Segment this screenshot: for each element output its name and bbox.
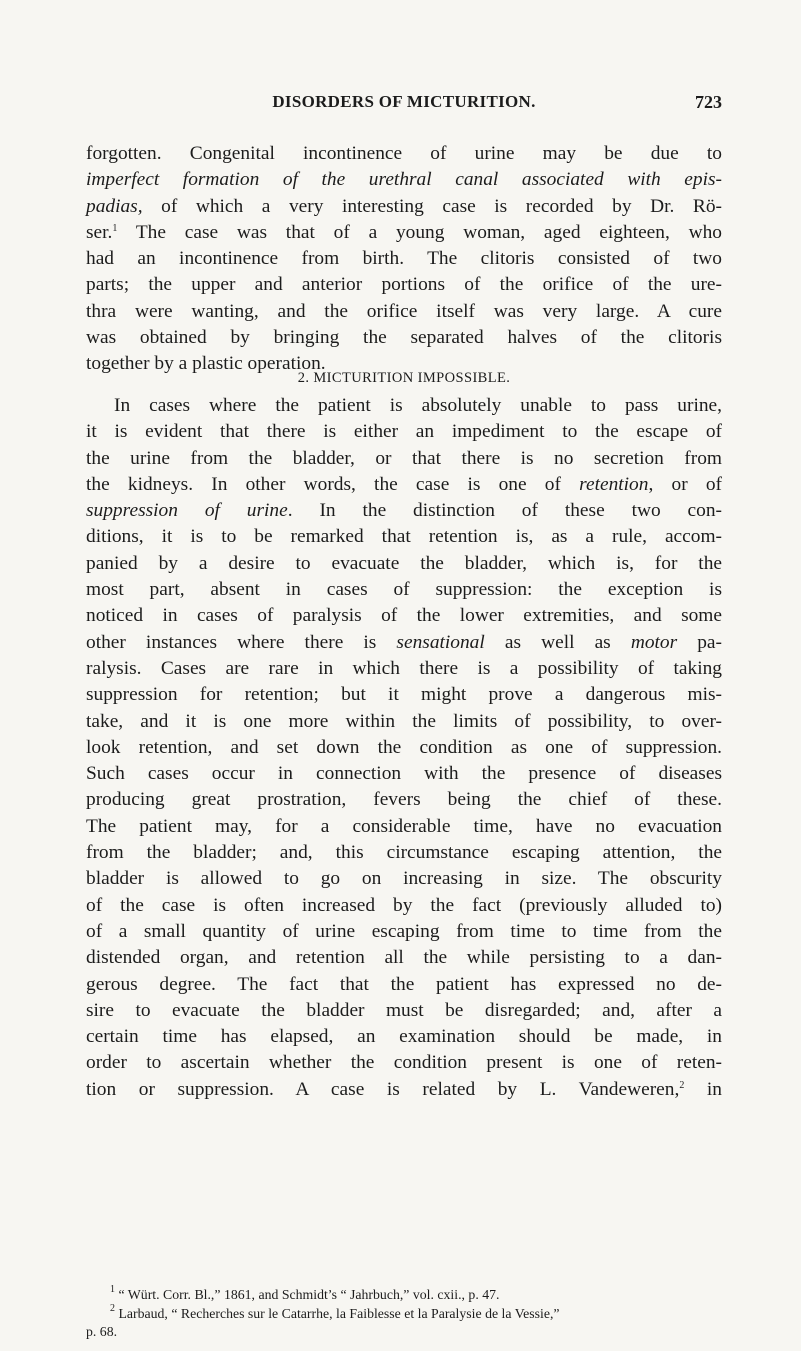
text-line xyxy=(86,167,722,193)
text-line: bladder is allowed to go on increasing in size. The obscurity xyxy=(86,868,722,890)
italic-phrase: motor xyxy=(630,631,678,653)
text-line: together by a plastic operation. xyxy=(86,353,326,375)
text-line: padias, of which a very interesting case is recorded by Dr. Rö- xyxy=(86,195,722,217)
section-heading: 2. MICTURITION IMPOSSIBLE. xyxy=(297,370,511,386)
paragraph-congenital-incontinence xyxy=(86,141,722,378)
text-line: look retention, and set down the condition as one of suppression. xyxy=(86,736,722,758)
page-header xyxy=(86,92,722,116)
footnote-ref-1: 1 xyxy=(112,222,118,234)
text-line: tion or suppression. A case is related by L. Vandeweren,$^2$ in xyxy=(86,1078,722,1100)
text-line: from the bladder; and, this circumstance escaping attention, the xyxy=(86,842,722,864)
text-line: ditions, it is to be remarked that retention is, as a rule, accom- xyxy=(86,526,722,548)
text-line: ser.$^1$ The case was that of a young woman, aged eighteen, who xyxy=(86,221,722,243)
italic-phrase: sensational xyxy=(396,631,485,653)
text-line: suppression for retention; but it might prove a dangerous mis- xyxy=(86,684,722,706)
text-line: take, and it is one more within the limits of possibility, to over- xyxy=(86,710,722,732)
text-line: In cases where the patient is absolutely unable to pass urine, xyxy=(114,395,722,416)
text-line: distended organ, and retention all the while persisting to a dan- xyxy=(86,947,722,969)
text-line: the urine from the bladder, or that there is no secretion from xyxy=(86,447,722,469)
italic-phrase: padias, xyxy=(86,195,143,217)
text-line: The patient may, for a considerable time, have no evacuation xyxy=(86,815,722,837)
text-line: ralysis. Cases are rare in which there is a possibility of taking xyxy=(86,657,722,679)
footnotes xyxy=(86,1286,722,1342)
text-line: parts; the upper and anterior portions of the orifice of the ure- xyxy=(86,274,722,296)
text-line: panied by a desire to evacuate the bladder, which is, for the xyxy=(86,552,722,574)
text-line: sire to evacuate the bladder must be disregarded; and, after a xyxy=(86,999,722,1021)
running-head: DISORDERS OF MICTURITION. xyxy=(272,92,536,111)
footnote-ref-2: 2 xyxy=(679,1079,685,1091)
text-line: order to ascertain whether the condition present is one of reten- xyxy=(86,1052,722,1074)
footnote-1: $^1$ “ Würt. Corr. Bl.,” 1861, and Schmidt’s “ Jahrbuch,” vol. cxii., p. 47. xyxy=(110,1284,500,1302)
italic-phrase: retention xyxy=(579,473,649,495)
text-line: certain time has elapsed, an examination should be made, in xyxy=(86,1026,722,1048)
footnote-marker: 2 xyxy=(110,1302,115,1314)
footnote-marker: 1 xyxy=(110,1284,115,1295)
text-line: the kidneys. In other words, the case is one of retention, or of xyxy=(86,473,722,495)
paragraph-micturition-impossible xyxy=(86,393,722,1103)
page-number: 723 xyxy=(695,92,722,112)
text-line: of a small quantity of urine escaping from time to time from the xyxy=(86,920,722,942)
footnote-2-continuation: p. 68. xyxy=(86,1324,118,1339)
text-line: gerous degree. The fact that the patient has expressed no de- xyxy=(86,973,722,995)
italic-phrase: suppression of urine xyxy=(86,500,288,522)
italic-phrase: imperfect formation of the urethral canal associated with epis- xyxy=(86,169,722,191)
text-line: had an incontinence from birth. The clitoris consisted of two xyxy=(86,248,722,270)
text-line: producing great prostration, fevers being the chief of these. xyxy=(86,789,722,811)
text-line: of the case is often increased by the fact (previously alluded to) xyxy=(86,894,722,916)
text-line: noticed in cases of paralysis of the lower extremities, and some xyxy=(86,605,722,627)
text-line: it is evident that there is either an impediment to the escape of xyxy=(86,421,722,443)
text-line: forgotten. Congenital incontinence of urine may be due to xyxy=(86,143,722,164)
text-line: most part, absent in cases of suppression: the exception is xyxy=(86,579,722,601)
text-line: other instances where there is sensational as well as motor pa- xyxy=(86,631,722,653)
text-line: Such cases occur in connection with the presence of diseases xyxy=(86,763,722,785)
footnote-2: $^2$ Larbaud, “ Recherches sur le Catarrhe, la Faiblesse et la Paralysie de la Vessie,” xyxy=(110,1302,560,1321)
text-line: suppression of urine. In the distinction of these two con- xyxy=(86,500,722,522)
text-line: was obtained by bringing the separated halves of the clitoris xyxy=(86,327,722,349)
text-line: thra were wanting, and the orifice itself was very large. A cure xyxy=(86,300,722,322)
